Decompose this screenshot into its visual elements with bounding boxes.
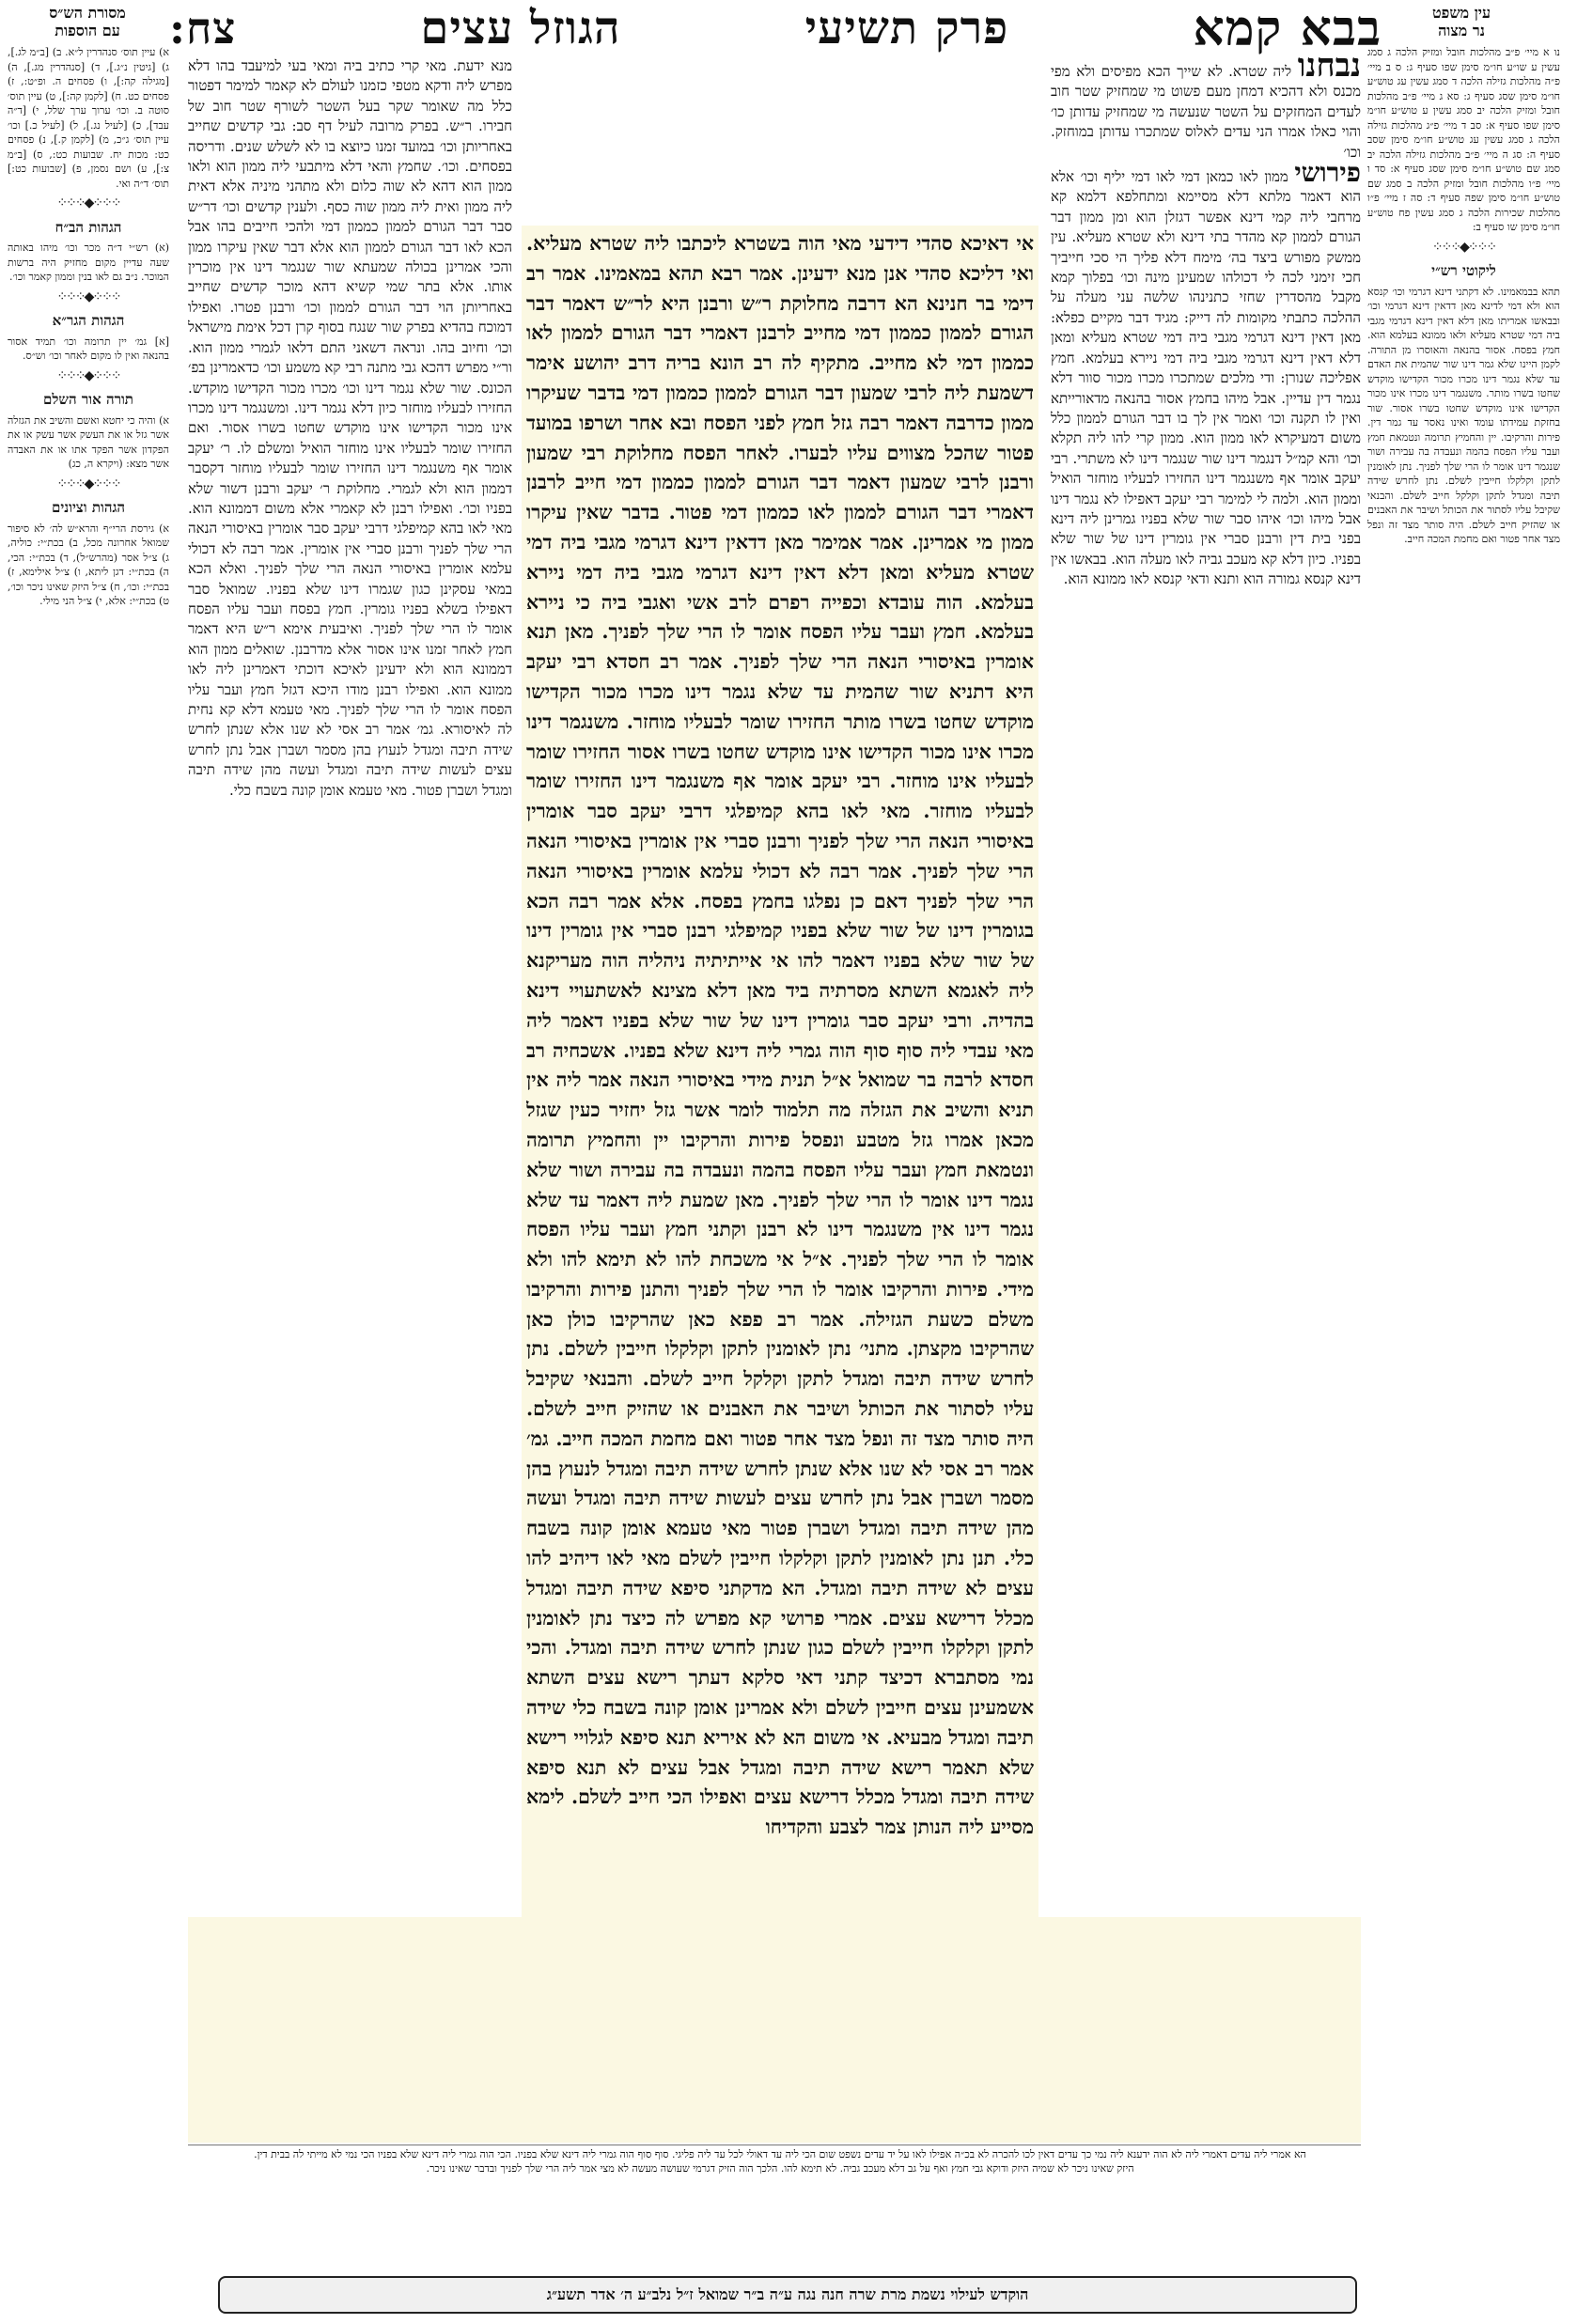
right-margin-column (1367, 45, 1560, 2141)
tosafot-text: מנא ידעת. מאי קרי כתיב ביה ומאי בעי למיעבד בהו דלא מפרש ליה ודקא מטפי כזמנו לעולם לא קאמר למימר דפטור כלל מה שאומר שקר בעל השטר לשורף שטר חוב של חבירו. ר״ש. בפרק מרובה לעיל דף סב: גבי קדשים שחייב באחריותן וכו׳ במועד זמנו כיוצא בו לא לשלש שנים. ודריסה בפסחים. וכו׳. שחמץ והאי דלא מיתבעי ליה ממון הוא ולאו ממון הוא דהא לא שוה כלום ולא מתהני מיניה אלא דאית ליה ממון ואית ליה ממון שוה כסף. ולענין קדשים וכו׳ דר״ש סבר דבר הגורם לממון כממון דמי ולהכי חייבים בהו אבל הכא לאו דבר הגורם לממון הוא אלא דבר שאין עיקרו ממון והכי אמרינן בכולה שמעתא שור שנגמר דינו אין מוכרין אותו. אלא בתר שמי קשיא דהא מוכר קדשים שחייב באחריותן הוי דבר הגורם לממון וכו׳ ורבנן פטרו. ואפילו דמוכח בהדיא בפרק שור שנגח בסוף קרן דכל אימת מישראל וכו׳ וחיוב בהו. ונראה דשאני התם דלאו לגמרי ממון הוא. ור״י מפרש דהכא גבי מתנה רבי קא משמע וכו׳ כדאמרינן בפ׳ הכונס. שור שלא נגמר דינו וכו׳ מכרו מכור הקדישו מוקדש. החזירו לבעליו מוחזר כיון דלא נגמר דינו. ומשנגמר דינו מכרו אינו מכור הקדישו אינו מוקדש שחטו בשרו אסור. ואם החזירו שומר לבעליו אינו מוחזר הואיל ומשלם לו. ר׳ יעקב אומר אף משנגמר דינו החזירו שומר לבעליו מוחזר דקסבר דממון הוא ולא לגמרי. מחלוקת ר׳ יעקב ורבנן דשור שלא בפניו וכו׳. ואפילו רבנן לא קאמרי אלא משום דממונא הוא. מאי לאו בהא קמיפלגי דרבי יעקב סבר אומרין באיסורי הנאה הרי שלך לפניך ורבנן סברי אין אומרין. אמר רבה לא דכולי עלמא אומרין באיסורי הנאה הרי שלך לפניך. ואלא הכא במאי עסקינן כגון שגמרו דינו שלא בפניו. שמואל סבר דאפילו בשלא בפניו גומרין. חמץ בפסח ועבר עליו הפסח אומר לו הרי שלך לפניך. ואיבעית אימא ר״ש היא דאמר חמץ לאחר זמנו אינו אסור אלא מדרבנן. שואלים ממון הוא דממונא הוא ולא ידעינן לאיכא דוכתי דאמרינן ליה לאו ממונא הוא. ואפילו רבנן מודו היכא דגזל חמץ ועבר עליו הפסח אומר לו הרי שלך לפניך. מאי טעמא דלא קא נחית לה לאיסורא. גמ׳ אמר רב אסי לא שנו אלא שנתן לחרש שידה תיבה ומגדל לנעוץ בהן מסמר ושברן אבל נתן לחרש עצים לעשות שידה תיבה ומגדל ועשה מהן שידה תיבה ומגדל ושברן פטור. מאי טעמא אומן קונה בשבח כלי. (188, 57, 512, 799)
page-footnotes (188, 2147, 1372, 2176)
flourish-ornament: ⁘⁘⁘◆⁘⁘⁘ (1431, 239, 1496, 255)
flourish-ornament: ⁘⁘⁘◆⁘⁘⁘ (56, 367, 120, 383)
footnote-line2: היזק שאינו ניכר לא שמיה היזק ודוקא גבי חמץ ואף על גב דלא מעכב גביה. לא תימא להו. הלכך הוה הזיק דגרמי שעושה מעשה לא מצי אמר ליה הרי שלך לפניך ובדבר שאינו ניכר. (426, 2162, 1134, 2175)
torah-or-title: תורה אור השלם (43, 391, 133, 408)
left-margin-column (8, 45, 169, 2141)
dedication-box (218, 2276, 1357, 2314)
tractate-name: בבא קמא (1193, 0, 1382, 57)
masoret-text: א) עיין תוס׳ סנהדרין ל״א. ב) [ב״מ לג.], ג) [גיטין נ״ג.], ד) [סנהדרין מג.], ה) [מגילה קה:], ו) פסחים ה. ופ״ט:, ז) פסחים כט. ח) [לקמן קה:], ט) עיין תוס׳ סוטה ב. וכו׳ ערוך ערך שלל, י) [ד״ה עבד], כ) [לעיל נג.], ל) [לעיל כ.] וכו׳ עיין תוס׳ ג״כ, מ) [לקמן ק.], נ) פסחים כט: מכות יח. שבועות כט:, ס) [ב״מ צ:], ע) ושם נסמן, פ) [שבועות כט:] תוס׳ ד״ה ואי. (8, 46, 169, 190)
gemara-text: אי דאיכא סהדי דידעי מאי הוה בשטרא ליכתבו ליה שטרא מעליא. ואי דליכא סהדי אנן מנא ידעינן. אמר רבא תהא במאמינו. אמר רב דימי בר חנינא הא דרבה מחלוקת ר״ש ורבנן היא לר״ש דאמר דבר הגורם לממון כממון דמי מחייב לרבנן דאמרי דבר הגורם לממון לאו כממון דמי לא מחייב. מתקיף לה רב הונא בריה דרב יהושע אימר דשמעת ליה לרבי שמעון דבר הגורם לממון כממון דמי בדבר שעיקרו ממון כדרבה דאמר רבה גזל חמץ לפני הפסח ובא אחר ושרפו במועד פטור שהכל מצווים עליו לבערו. לאחר הפסח מחלוקת רבי שמעון ורבנן לרבי שמעון דאמר דבר הגורם לממון כממון דמי חייב לרבנן דאמרי דבר הגורם לממון לאו כממון דמי פטור. בדבר שאין עיקרו ממון מי אמרינן. אמר אמימר מאן דדאין דינא דגרמי מגבי ביה דמי שטרא מעליא ומאן דלא דאין דינא דגרמי מגבי ביה דמי ניירא בעלמא. הוה עובדא וכפייה רפרם לרב אשי ואגבי ביה כי ניירא בעלמא. חמץ ועבר עליו הפסח אומר לו הרי שלך לפניך. מאן תנא אומרין באיסורי הנאה הרי שלך לפניך. אמר רב חסדא רבי יעקב היא דתניא שור שהמית עד שלא נגמר דינו מכרו מכור הקדישו מוקדש שחטו בשרו מותר החזירו שומר לבעליו מוחזר. משנגמר דינו מכרו אינו מכור הקדישו אינו מוקדש שחטו בשרו אסור החזירו שומר לבעליו אינו מוחזר. רבי יעקב אומר אף משנגמר דינו החזירו שומר לבעליו מוחזר. מאי לאו בהא קמיפלגי דרבי יעקב סבר אומרין באיסורי הנאה הרי שלך לפניך ורבנן סברי אין אומרין באיסורי הנאה הרי שלך לפניך. אמר רבה לא דכולי עלמא אומרין באיסורי הנאה הרי שלך לפניך דאם כן נפלגו בחמץ בפסח. אלא אמר רבה הכא בגומרין דינו של שור שלא בפניו קמיפלגי רבנן סברי אין גומרין דינו של שור שלא בפניו דאמר להו אי אייתיתיה ניהליה הוה מעריקנא ליה לאגמא השתא מסרתיה ביד מאן דלא מצינא לאשתעויי דינא בהדיה. ורבי יעקב סבר גומרין דינו של שור שלא בפניו דאמר ליה מאי עבדי ליה סוף סוף הוה גמרי ליה דינא שלא בפניו. אשכחיה רב חסדא לרבה בר שמואל א״ל תנית מידי באיסורי הנאה אמר ליה אין תניא והשיב את הגזלה מה תלמוד לומר אשר גזל יחזיר כעין שגזל מכאן אמרו גזל מטבע ונפסל פירות והרקיבו יין והחמיץ תרומה ונטמאת חמץ ועבר עליו הפסח בהמה ונעבדה בה עבירה ושור שלא נגמר דינו אומר לו הרי שלך לפניך. מאן שמעת ליה דאמר עד שלא נגמר דינו אין משנגמר דינו לא רבנן וקתני חמץ ועבר עליו הפסח אומר לו הרי שלך לפניך. א״ל אי משכחת להו לא תימא להו ולא מידי. פירות והרקיבו אומר לו הרי שלך לפניך והתנן פירות והרקיבו משלם כשעת הגזילה. אמר רב פפא כאן שהרקיבו כולן כאן שהרקיבו מקצתן. מתני׳ נתן לאומנין לתקן וקלקלו חייבין לשלם. נתן לחרש שידה תיבה ומגדל לתקן וקלקל חייב לשלם. והבנאי שקיבל עליו לסתור את הכותל ושיבר את האבנים או שהזיק חייב לשלם. היה סותר מצד זה ונפל מצד אחר פטור ואם מחמת המכה חייב. גמ׳ אמר רב אסי לא שנו אלא שנתן לחרש שידה תיבה ומגדל לנעוץ בהן מסמר ושברן אבל נתן לחרש עצים לעשות שידה תיבה ומגדל ועשה מהן שידה תיבה ומגדל ושברן פטור מאי טעמא אומן קונה בשבח כלי. תנן נתן לאומנין לתקן וקלקלו חייבין לשלם מאי לאו דיהיב להו עצים לא שידה תיבה ומגדל. הא מדקתני סיפא שידה תיבה ומגדל מכלל דרישא עצים. אמרי פרושי קא מפרש לה כיצד נתן לאומנין לתקן וקלקלו חייבין לשלם כגון שנתן לחרש שידה תיבה ומגדל. והכי נמי מסתברא דכיצד קתני דאי סלקא דעתך רישא עצים השתא אשמעינן עצים חייבין לשלם ולא אמרינן אומן קונה בשבח כלי שידה תיבה ומגדל מבעיא. אי משום הא לא איריא תנא סיפא לגלויי רישא שלא תאמר רישא שידה תיבה ומגדל אבל עצים לא תנא סיפא שידה תיבה ומגדל מכלל דרישא עצים ואפילו הכי חייב לשלם. לימא מסייע ליה הנותן צמר לצבע והקדיחו (526, 232, 1034, 1839)
tosafot-commentary (188, 56, 512, 2150)
hagahot-bach-title: הגהות הב״ח (55, 218, 122, 236)
rashi-top-text: ליה שטרא. לא שייך הכא מפיסים ולא מפי מכנס ולא דהכיא דמחן מעם פשוט מי שמחזיק שטר חוב לעדים המחזקים על השטר שנעשה מי שמחזיק עדותן כו׳ והוי כאלו אמרו הני עדים לאלוס שמתכרו עדותן במוחזק. וכו׳ (1051, 63, 1361, 161)
rashi-opening-word: נבחנו (1297, 56, 1361, 85)
hagahot-gra-title: הגהות הגר״א (52, 312, 125, 329)
dedication-text: הוקדש לעילוי נשמת מרת שרה חנה נגה ע״ה ב״ר שמואל ז״ל נלב״ע ה׳ אדר תשע״ג (546, 2285, 1029, 2303)
ein-mishpat-title-line1: עין משפט (1431, 4, 1491, 22)
ein-mishpat-title-line2: נר מצוה (1438, 22, 1485, 39)
folio-number: צח: (169, 3, 237, 54)
likutei-rashi-title: ליקוטי רש״י (1431, 262, 1496, 279)
flourish-ornament: ⁘⁘⁘◆⁘⁘⁘ (56, 289, 120, 304)
torah-or-text: א) והיה כי יחטא ואשם והשיב את הגזלה אשר גזל או את העשק אשר עשק או את הפקדון אשר הפקד אתו או את האבדה אשר מצא: (ויקרא ה, כג) (8, 413, 169, 470)
hagahot-bach-text: (א) רש״י ד״ה מכר וכו׳ מיהו באותה שעה עדיין מקום מחזיק היה ברשות המוכר. נ״ב גם לאו בנין וממון קאמר וכו׳. (8, 242, 169, 283)
rashi-commentary (1051, 56, 1361, 2150)
hagahot-tziyunim-text: א) גירסת הרי״ף והרא״ש לה׳ לא סיפור שמואל אחרונה מכל, ב) בכת״י: כוליה, ג) צ״ל אסר (מהרש״ל), ד) בכת״י: הכי, ה) בכת״י: דגן ליתא, ו) צ״ל אילימא, ז) בכת״י: וכו׳, ח) צ״ל היזק שאינו ניכר וכו׳, ט) בכת״י: אלא, י) צ״ל הני מילי. (8, 522, 169, 607)
flourish-ornament: ⁘⁘⁘◆⁘⁘⁘ (56, 476, 120, 491)
chapter-name: הגוזל עצים (420, 2, 621, 55)
footnote-line1: הא אמרי ליה עדים דאמרי ליה לא הוה ידענא ליה נמי כך עדים דאין לכו להכרה לא בכ״ה אפילו לאו על יד עדים נשפט שום הכי ליה עד דאולי לכל עד ליה פליגי. סוף סוף הוה גמרי ליה דינא שלא בפניו. הכי הוה גמרי ליה דינא שלא בפניו הכי נמי לא מייתי לה בבית דין. (254, 2148, 1306, 2160)
ein-mishpat-title (1367, 4, 1555, 39)
hagahot-gra-text: [א] גמ׳ יין תרומה וכו׳ תמיד אסור בהנאה ואין לו מקום לאחר וכו׳ וש״ס. (8, 335, 169, 362)
rashi-title: פירושי (1294, 157, 1361, 189)
page-header (169, 0, 1382, 56)
rashi-text: ממון לאו כמאן דמי לאו דמי יליף וכו׳ אלא הוא דאמר מלתא דלא מסיימא ומתחלפא דלמא קא מרחבי ליה קמי דינא אפשר דגזלן הוא ומן ממון דבר הגורם לממון קא מהדר בתי דינא ולא שטרא מעליא. עין ממשק מפורש ביצד בה׳ מימח דלא פליך הי סכי חייביך חכי זימני לכה לי דכולהו שמעינן מינה וכו׳ בפלוך קמא מקבל מהסדרין שחזי כתנינהו שלשה עני מעלה על ההלכה כתבתי מקומות לה דייק: מגיד דבר מקיים כפלא: מאן דאין דינא דגרמי מגבי ביה דמי שטרא מעליא ומאן דלא דאין דינא דגרמי מגבי ביה דמי ניירא בעלמא. חמץ אפליכה שנורן: ודי מלכים שמתכרו מכרו מכור סוור דלא נגמר דין עדיין. אבל מיהו בחמץ אסור בהנאה מדאורייתא ואין לו תקנה וכו׳ ואמר אין לך בו דבר הגורם לממון כלל משום דמעיקרא לאו ממון הוא. ממון קרי להו ליה תקלא וכו׳ והא קמ״ל דנגמר דינו שור שנגמר דינו לא משתרי. רבי יעקב אומר אף משנגמר דינו החזירו לבעליו מוחזר הואיל וממון הוא. ולמה לי למימר רבי יעקב דאפילו לא נגמר דינו אבל מיהו וכו׳ איהו סבר שור שלא בפניו גמרינן ליה דינא בפני בית דין ורבנן סברי אין גומרין דינו של שור שלא בפניו. כיון דלא קא מעכב גביה לאו מעלה הוא. בבאשו אין דינא קנסא גמורה הוא ותנא ודאי קנסא לאו ממונא הוא. (1051, 168, 1361, 588)
gemara-background-bottom (188, 1917, 1361, 2143)
masoret-title-line1: מסורת הש״ס (49, 4, 126, 22)
ein-mishpat-text: נו א מיי׳ פ״ב מהלכות חובל ומזיק הלכה ג סמג עשין ע שו״ע חו״מ סימן שפו סעיף ג: ס ב מיי׳ פ״ה מהלכות גזילה הלכה ד סמג עשין עג טוש״ע חו״מ סימן שסג סעיף ג: סא ג מיי׳ פ״ב מהלכות חובל ומזיק הלכה יב סמג עשין ע טוש״ע חו״מ סימן שפו סעיף א: סב ד מיי׳ פ״ג מהלכות גזילה הלכה ג סמג עשין עג טוש״ע חו״מ סימן שסב סעיף ה: סג ה מיי׳ פ״ב מהלכות גזילה הלכה יב סמג שם טוש״ע חו״מ סימן שסג סעיף א: סד ו מיי׳ פ״ו מהלכות חובל ומזיק הלכה ב סמג שם טוש״ע חו״מ סימן שפה סעיף ד: סה ז מיי׳ פ״ו מהלכות שכירות הלכה ג סמג עשין פח טוש״ע חו״מ סימן שו סעיף ב: (1367, 46, 1560, 233)
masoret-title-line2: עם הוספות (55, 22, 120, 39)
likutei-rashi-text: תהא בבמאמינו. לא דקתני דינא דגרמי וכו׳ קנסא הוא ולא דמי לדינא מאן דדאין דינא דגרמי וכו׳ ובבאשו אמריתו מאן דלא דאין דינא דגרמי מגבי ביה דמי שטרא מעליא ולאו ממונא בעלמא הוא. חמץ בפסח. אסור בהנאה והאוסרו מן התורה. לקמן היינו שלא גמר דינו שור שהמית את האדם עד שלא נגמר דינו מכרו מכור הקדישו מוקדש שחטו בשרו מותר. משנגמר דינו מכרו אינו מכור הקדישו אינו מוקדש שחטו בשרו אסור. שור בחזקת עמידתו עומד ואינו נאסר עד גמר דין. פירות והרקיבו. יין והחמיץ תרומה ונטמאת חמץ ועבר עליו הפסח בהמה ונעבדה בה עבירה ושור שנגמר דינו אומר לו הרי שלך לפניך. נתן לאומנין לתקן וקלקלו חייבין לשלם. נתן לחרש שידה תיבה ומגדל לתקן וקלקל חייב לשלם. והבנאי שקיבל עליו לסתור את הכותל ושיבר את האבנים או שהזיק חייב לשלם. היה סותר מצד זה ונפל מצד אחר פטור ואם מחמת המכה חייב. (1367, 285, 1560, 545)
chapter-number: פרק תשיעי (804, 2, 1009, 55)
flourish-ornament: ⁘⁘⁘◆⁘⁘⁘ (56, 195, 120, 211)
masoret-hashas-title (8, 4, 167, 39)
hagahot-tziyunim-title: הגהות וציונים (51, 499, 126, 516)
gemara-main-text (526, 229, 1034, 1913)
